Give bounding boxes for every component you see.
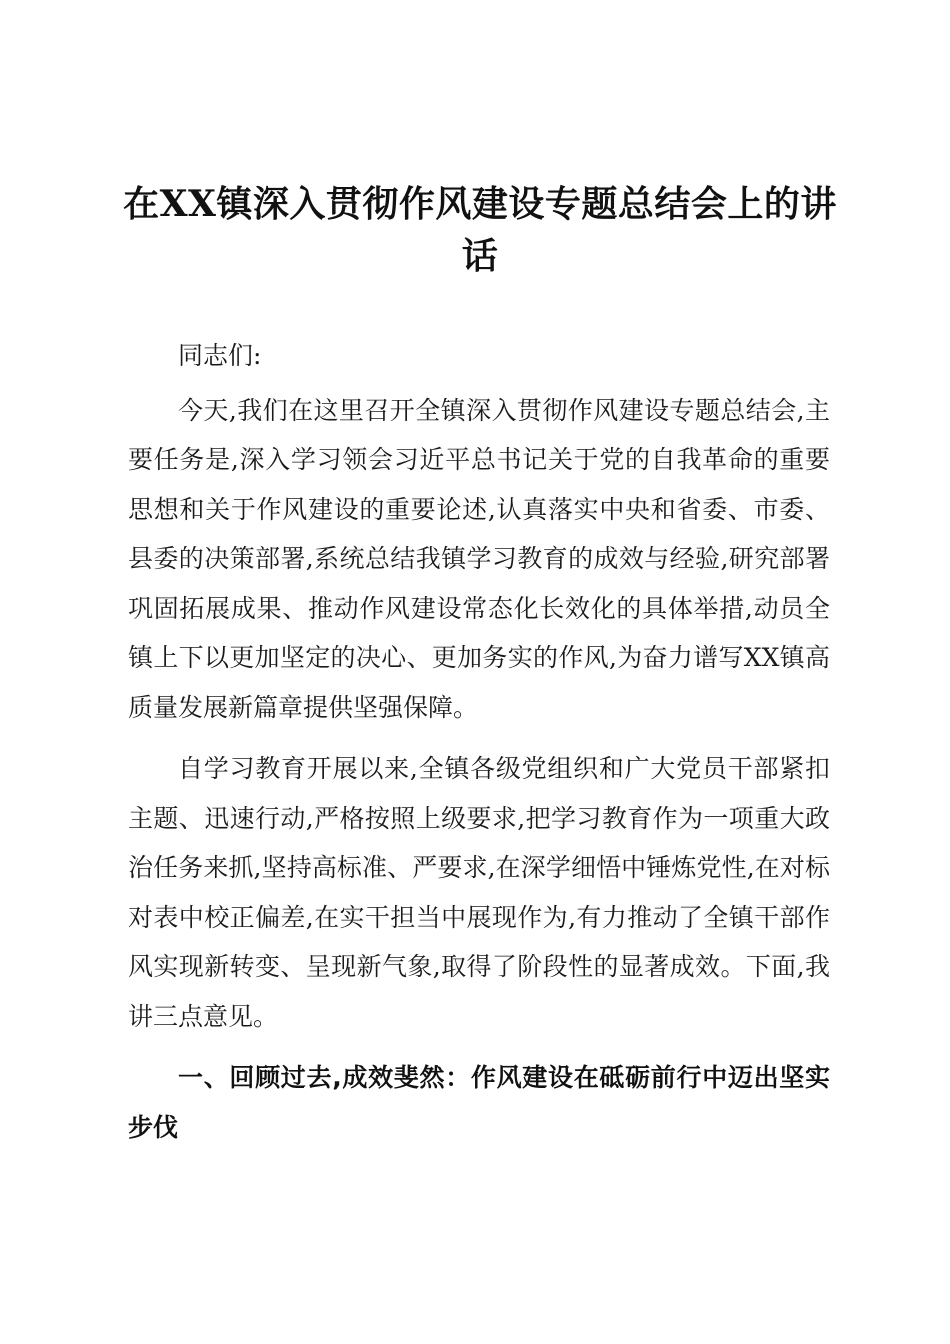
document-title: 在XX镇深入贯彻作风建设专题总结会上的讲话 (123, 183, 837, 277)
salutation: 同志们: (178, 341, 262, 370)
paragraph-summary: 自学习教育开展以来,全镇各级党组织和广大党员干部紧扣主题、迅速行动,严格按照上级要求,把学习教育作为一项重大政治任务来抓,坚持高标准、严要求,在深学细悟中锤炼党性,在对标对表中校正偏差,在实干担当中展现作为,有力推动了全镇干部作风实现新转变、呈现新气象,取得了阶段性的显著成效。下面,我讲三点意见。 (128, 754, 830, 1031)
document-body (128, 331, 830, 1152)
section-heading: 一、回顾过去,成效斐然：作风建设在砥砺前行中迈出坚实步伐 (128, 1063, 830, 1142)
paragraph-intro: 今天,我们在这里召开全镇深入贯彻作风建设专题总结会,主要任务是,深入学习领会习近平总书记关于党的自我革命的重要思想和关于作风建设的重要论述,认真落实中央和省委、市委、县委的决策部署,系统总结我镇学习教育的成效与经验,研究部署巩固拓展成果、推动作风建设常态化长效化的具体举措,动员全镇上下以更加坚定的决心、更加务实的作风,为奋力谱写XX镇高质量发展新篇章提供坚强保障。 (128, 395, 830, 722)
